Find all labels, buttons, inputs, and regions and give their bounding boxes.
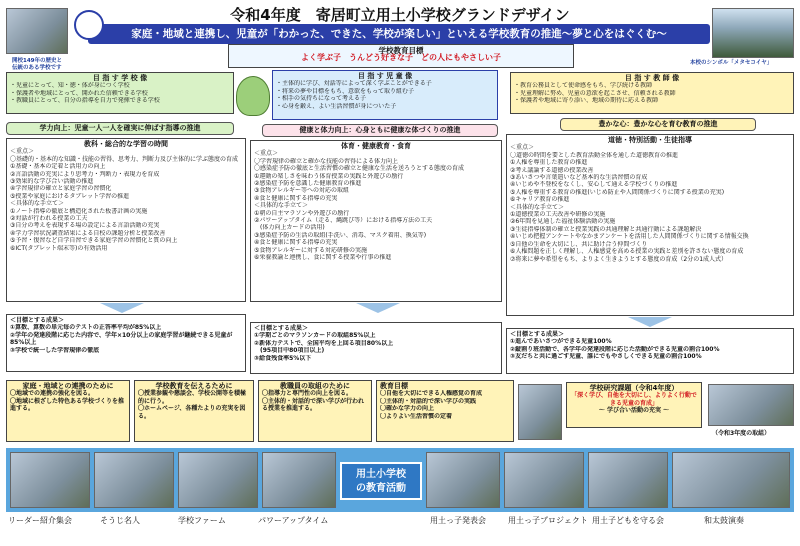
activity-photo-6: [504, 452, 584, 508]
activity-label: 学校ファーム: [178, 516, 226, 525]
inform-box: 学校教育を伝えるために 〇授業参観や懇談会、学校公開等を積極的に行う。 〇ホームページ、各種たよりの充実を図る。: [134, 380, 254, 442]
activity-photo-5: [426, 452, 500, 508]
left-column-box: 教科・総合的な学習の時間 ＜重点＞ 〇基礎的・基本的な知識・技能の習得、思考力、判断力及び主体的に学ぶ態度の育成 ①基礎・基本の定着と活用力の向上 ②言語活動の充実により思考力・判断力・表現力を育成 ③効果的な学び合い活動の推進 ④学習規律の確立と家庭学習の習慣化 ⑤授業や家庭におけるタブレット学習の推進 ＜具体的な手立て＞ ①ノート指導の徹底と構造化された板書計画の実施 ②対話が行われる授業の工夫 ③自分の考えを表現する場の設定による言語活動の充実 ④学力学習状況調査結果による自校の課題分析と授業改善 ⑤予習・復習など自学自習できる家庭学習の習慣化と質の向上 ⑥ICT(タブレット端末等)の有効活用: [6, 138, 246, 302]
school-goal-text: よく学ぶ子 うんどう好きな子 どの人にもやさしい子: [301, 53, 501, 63]
down-arrow-icon: [628, 317, 672, 327]
activity-photo-3: [178, 452, 258, 508]
left-results-box: ＜目標とする成果＞ ①算数、算数の単元毎のテストの正答率平均が85%以上 ②学年の発達段階に応じた内容で、学年×10分以上の家庭学習が継続できる児童が85%以上 ③学校で統一した学習規律の徹底: [6, 314, 246, 372]
research-photo-left: [518, 384, 562, 440]
school-emblem-icon: [74, 10, 104, 40]
right-photo-caption: 本校のシンボル「メタセコイヤ」: [690, 60, 773, 66]
staff-box: 教職員の取組のために 〇指導力と専門性の向上を図る。 〇主体的・対話的で深い学びが行われる授業を推進する。: [258, 380, 372, 442]
community-box: 家庭・地域との連携のために 〇地域での連携の強化を図る。 〇地域に根ざした特色ある学校づくりを推進する。: [6, 380, 130, 442]
mascot-left-icon: [236, 76, 270, 116]
school-building-photo: [6, 8, 68, 54]
research-box: 学校研究課題（令和4年度） 「深く学び、自他を大切にし、よりよく行動できる児童の育成」 ～ 学び合い活動の充実 ～: [566, 382, 702, 428]
aim-teacher-box: 目 指 す 教 師 像 ・教育公務員として使命感をもち、学び続ける教師 ・児童理解に努め、児童の意欲を起こさせ、信頼される教師 ・保護者や地域に寄り添い、地域の期待に応える教師: [510, 72, 794, 114]
middle-column-box: 体育・健康教育・食育 ＜重点＞ 〇学習規律の確立と確かな技能の習得による体力向上 〇感染症予防の徹底と生活習慣の確立と健康な生活を送ろうとする態度の育成 ①運動の楽しさを味わう体育授業の実践と外遊びの励行 ②感染症予防を意識した健康教育の推進 ③食物アレルギー等への対応の取組 ④食と健康に関する指導の充実 ＜具体的な手立て＞ ①朝の自主マラソンや外遊びの励行 ②パワーアップタイム（走る、縄跳び等）における指導方法の工夫 (体力向上カードの活用) ③感染症予防の生活の取組(手洗い、消毒、マスク着用、換気等) ④食と健康に関する指導の充実 ⑤食物アレルギーに対する対応研修の実施 ⑥栄養教諭と連携し、食に関する授業や行事の推進: [250, 140, 502, 302]
activity-photo-8: [672, 452, 790, 508]
down-arrow-icon: [356, 303, 400, 313]
activity-photo-2: [94, 452, 174, 508]
activities-center-title: 用土小学校 の教育活動: [340, 462, 422, 500]
activity-photo-1: [10, 452, 90, 508]
aim-school-box: 目 指 す 学 校 像 ・児童にとって、知・徳・体が身につく学校 ・保護者や地域にとって、開かれた信頼できる学校 ・教職員にとって、自分の指導を自力で発揮できる学校: [6, 72, 234, 114]
activity-photo-4: [262, 452, 336, 508]
page-title: 令和4年度 寄居町立用土小学校グランドデザイン: [230, 6, 570, 24]
activity-label: 用土子どもを守る会: [592, 516, 664, 525]
middle-results-box: ＜目標とする成果＞ ①学期ごとのマラソンカードの取組85%以上 ②新体力テストで、全国平均を上回る項目80%以上 (95項目中80項目以上) ③給食残食率5%以下: [250, 322, 502, 374]
right-column-heading: 豊かな心：豊かな心を育む教育の推進: [560, 118, 756, 131]
activity-label: 和太鼓演奏: [704, 516, 744, 525]
school-goal-box: [228, 44, 574, 68]
page-subtitle: 家庭・地域と連携し、児童が「わかった、できた、学校が楽しい」といえる学校教育の推進～夢と心をはぐくむ～: [88, 24, 710, 44]
down-arrow-icon: [100, 303, 144, 313]
activity-label: パワーアップタイム: [258, 516, 329, 525]
middle-column-heading: 健康と体力向上：心身ともに健康な体づくりの推進: [262, 124, 498, 137]
aim-child-box: 目 指 す 児 童 像 ・主体的に学び、対話等によって深く学ぶことができる子 ・将来の夢や目標をもち、意欲をもって取り組む子 ・相手の気持ちになって考える子 ・心身を鍛え、よい生活習慣が身についた子: [272, 70, 498, 120]
left-column-heading: 学力向上：児童一人一人を確実に伸ばす指導の推進: [6, 122, 234, 135]
activity-label: 用土っ子プロジェクト: [508, 516, 588, 525]
research-photo-caption: （令和3年度の取組）: [712, 430, 771, 437]
metasequoia-photo: [712, 8, 794, 58]
left-photo-caption: 開校149年の歴史と 伝統のある学校です: [12, 58, 62, 71]
activity-label: リーダー紹介集会: [8, 516, 72, 525]
right-results-box: ＜目標とする成果＞ ①進んであいさつができる児童100% ②縦割り班活動で、各学年の発達段階に応じた活動ができる児童の割合100% ③友だちと共に過ごす児童、誰にでもやさしくできる児童の割合100%: [506, 328, 794, 374]
right-column-box: 道徳・特別活動・生徒指導 ＜重点＞ 〇道徳の時間を要とした教育活動全体を通した道徳教育の推進 ①人権を尊重した教育の推進 ②考え議論する道徳の授業改善 ③あいさつや言葉遣いなど基本的な生活習慣の育成 ④いじめや不登校をなくし、安心して通える学校づくりの推進 ⑤人権を尊重する教育の推進(いじめ防止や人間関係づくりに関する授業の充実) ⑥キャリア教育の推進 ＜具体的な手立て＞ ①道徳授業の工夫改善や研修の実施 ②6年間を見通した福祉体験活動の実施 ③生徒指導体制の確立と授業実践の共通理解と共通行動による課題解決 ④いじめ把握アンケートやなかまアンケートを活用した人間関係づくりに関する情報交換 ⑤自他の生命を大切にし、共に助け合う仲間づくり ⑥人権問題を正しく理解し、人権感覚を高める授業の実践と差別を許さない態度の育成 ⑦将来に夢や希望をもち、よりよく生きようとする態度の育成（2分の1成人式）: [506, 134, 794, 316]
school-goal-title: 学校教育目標: [378, 46, 424, 55]
activity-photo-7: [588, 452, 668, 508]
activity-label: そうじ名人: [100, 516, 140, 525]
policy-box: 教育目標 〇自他を大切にできる人権感覚の育成 〇主体的・対話的で深い学びの実践 〇確かな学力の向上 〇よりよい生活習慣の定着: [376, 380, 514, 442]
activity-label: 用土っ子発表会: [430, 516, 486, 525]
research-photo-right: [708, 384, 794, 426]
